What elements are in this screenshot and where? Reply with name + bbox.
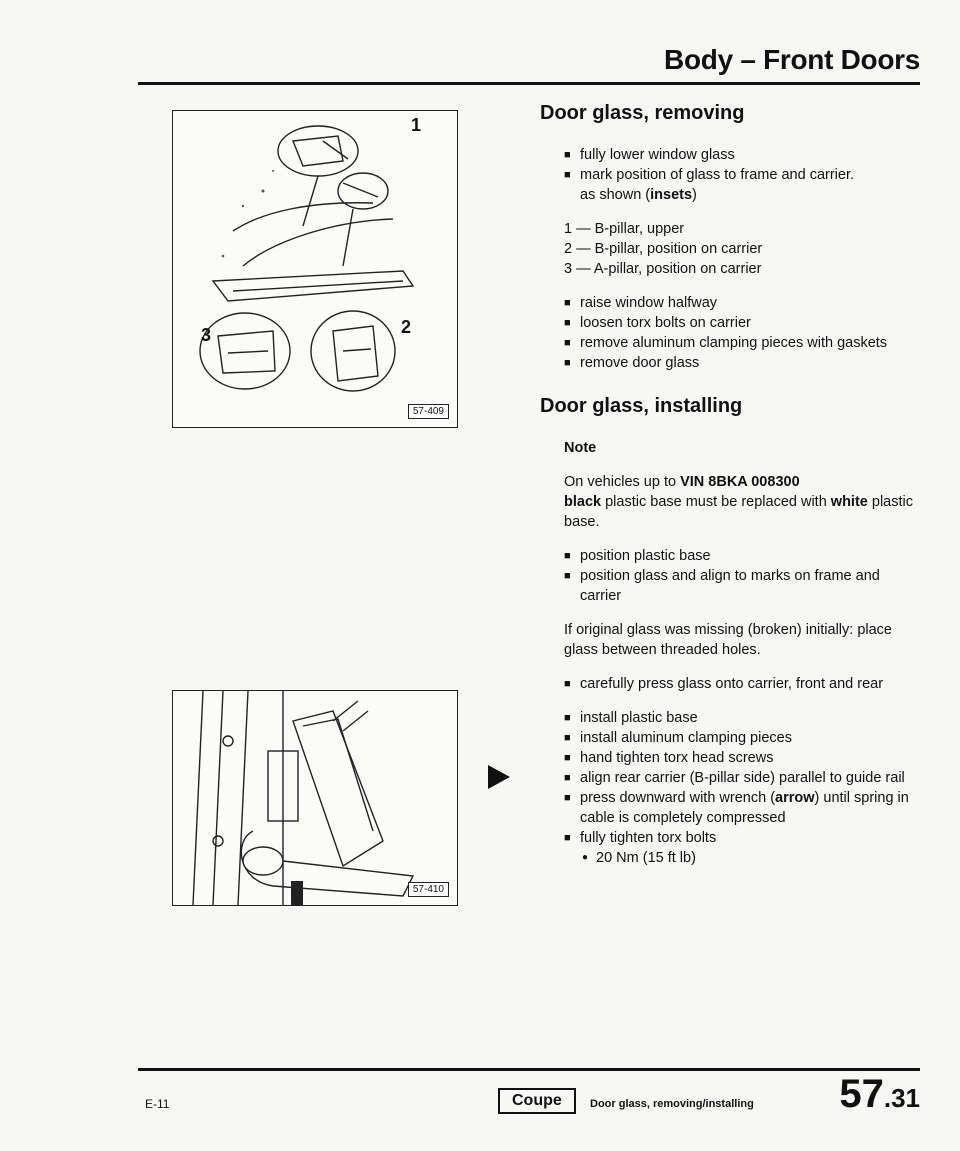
vin-note [564, 472, 920, 532]
list-item: ■ carefully press glass onto carrier, front and rear [564, 674, 920, 694]
content-column [540, 102, 920, 868]
note-text: as shown ( [580, 187, 651, 203]
footer-divider [138, 1068, 920, 1071]
torque-spec: ● 20 Nm (15 ft lb) [580, 848, 920, 868]
removing-steps-2 [564, 293, 920, 373]
carrier-wrench-diagram [173, 691, 457, 905]
list-item [564, 788, 920, 828]
note-bold: black [564, 494, 602, 510]
press-bold: arrow [775, 790, 815, 806]
insets-note [564, 185, 920, 205]
legend-item: 2 — B-pillar, position on carrier [564, 241, 763, 257]
list-item: ■ hand tighten torx head screws [564, 748, 920, 768]
note-text: plastic base must be replaced with [601, 494, 831, 510]
note-text: plastic base. [564, 494, 913, 530]
callout-1: 1 [411, 115, 422, 135]
page-header-title: Body – Front Doors [664, 44, 920, 75]
vin-number: VIN 8BKA 008300 [680, 474, 800, 490]
list-item: ■ position glass and align to marks on frame and carrier [564, 566, 920, 606]
installing-steps-3 [564, 708, 920, 848]
removing-body [564, 145, 920, 373]
door-glass-diagram [173, 111, 457, 427]
callout-3: 3 [201, 325, 212, 345]
note-text: ) [692, 187, 697, 203]
footer-code: E-11 [145, 1097, 170, 1111]
legend-item: 3 — A-pillar, position on carrier [564, 261, 762, 277]
list-item: ■ fully tighten torx bolts [564, 828, 920, 848]
note-text: On vehicles up to [564, 474, 681, 490]
note-bold: white [830, 494, 868, 510]
installing-body [564, 438, 920, 868]
press-text: ) until spring in cable is completely compressed [580, 790, 909, 826]
figure-ref-label: 57-409 [408, 404, 449, 419]
list-item: ■ raise window halfway [564, 293, 920, 313]
pointer-arrow-icon [488, 765, 510, 789]
page-number [839, 1072, 920, 1117]
model-badge: Coupe [498, 1088, 576, 1114]
callout-2: 2 [401, 317, 412, 337]
installing-steps-2 [564, 674, 920, 694]
list-item: ■ install aluminum clamping pieces [564, 728, 920, 748]
list-item: ■ remove door glass [564, 353, 920, 373]
section-title-removing: Door glass, removing [540, 102, 745, 124]
section-title-installing: Door glass, installing [540, 395, 743, 417]
page-minor: .31 [883, 1083, 920, 1113]
header-divider [138, 82, 920, 85]
list-item: ■ mark position of glass to frame and carrier. [564, 165, 920, 185]
list-item: ■ loosen torx bolts on carrier [564, 313, 920, 333]
installing-steps-1 [564, 546, 920, 606]
list-item: ■ remove aluminum clamping pieces with gaskets [564, 333, 920, 353]
legend-item: 1 — B-pillar, upper [564, 221, 685, 237]
list-item: ■ install plastic base [564, 708, 920, 728]
removing-steps [564, 145, 920, 185]
conditional-note: If original glass was missing (broken) initially: place glass between threaded holes. [564, 622, 892, 658]
figure-ref-label: 57-410 [408, 882, 449, 897]
page-major: 57 [839, 1072, 884, 1116]
figure-door-glass-install [172, 690, 458, 906]
list-item: ■ align rear carrier (B-pillar side) parallel to guide rail [564, 768, 920, 788]
list-item: ■ position plastic base [564, 546, 920, 566]
list-item: ■ fully lower window glass [564, 145, 920, 165]
note-label: Note [564, 440, 597, 456]
footer-description: Door glass, removing/installing [590, 1098, 754, 1110]
note-bold: insets [650, 187, 693, 203]
figure-door-glass-removal [172, 110, 458, 428]
press-text: press downward with wrench ( [580, 790, 776, 806]
